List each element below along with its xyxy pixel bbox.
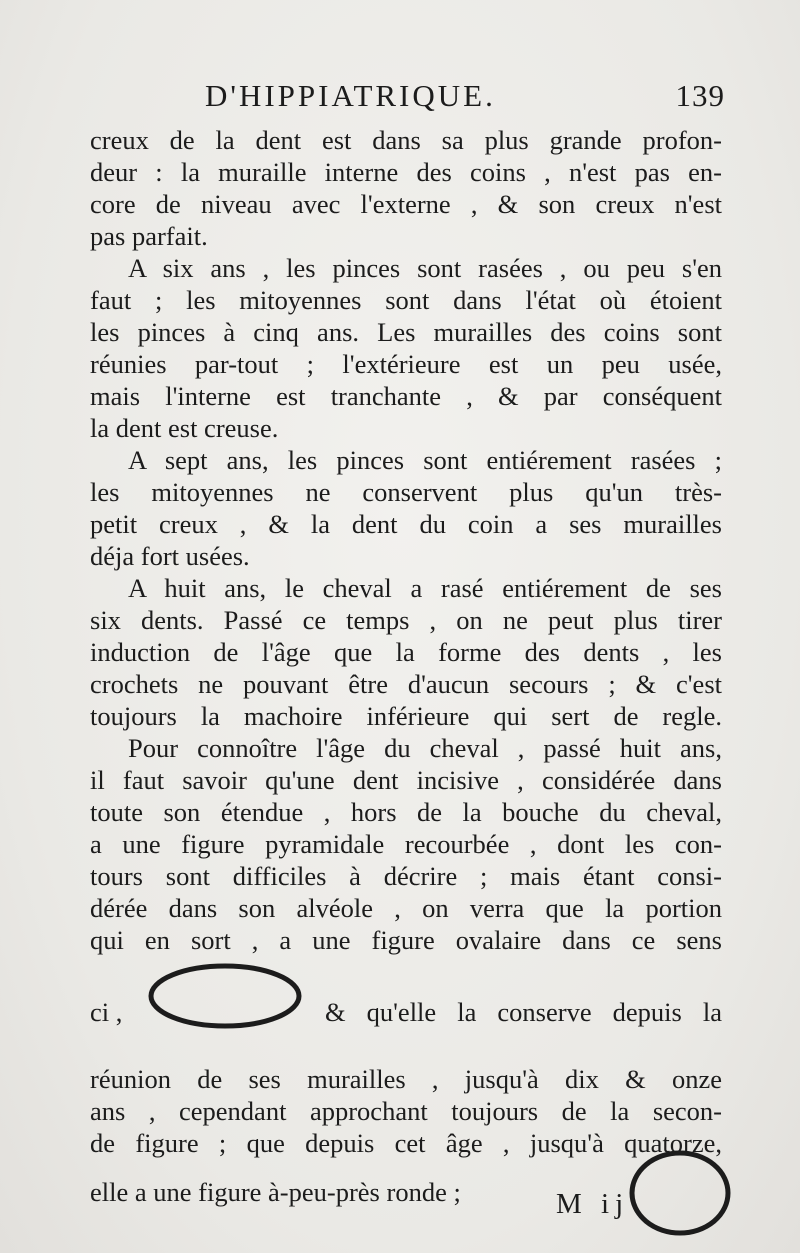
text-line: ans , cependant approchant toujours de la secon- bbox=[90, 1096, 722, 1126]
text-line: six dents. Passé ce temps , on ne peut plus tirer bbox=[90, 605, 722, 635]
text-line: mais l'interne est tranchante , & par conséquent bbox=[90, 381, 722, 411]
text-line: a une figure pyramidale recourbée , dont les con- bbox=[90, 829, 722, 859]
oval-figure bbox=[145, 960, 305, 1032]
text-line: qui en sort , a une figure ovalaire dans ce sens bbox=[90, 925, 722, 955]
text-line: faut ; les mitoyennes sont dans l'état où étoient bbox=[90, 285, 722, 315]
text-line: induction de l'âge que la forme des dents , les bbox=[90, 637, 722, 667]
text-line: de figure ; que depuis cet âge , jusqu'à quatorze, bbox=[90, 1128, 722, 1158]
text-line: il faut savoir qu'une dent incisive , considérée dans bbox=[90, 765, 722, 795]
text-line: core de niveau avec l'externe , & son creux n'est bbox=[90, 189, 722, 219]
text-line: dérée dans son alvéole , on verra que la portion bbox=[90, 893, 722, 923]
text-line: A huit ans, le cheval a rasé entiérement de ses bbox=[128, 573, 722, 603]
text-line: deur : la muraille interne des coins , n'est pas en- bbox=[90, 157, 722, 187]
text-fragment: elle a une figure à-peu-près ronde ; bbox=[90, 1177, 461, 1207]
signature-mark: M ij bbox=[556, 1188, 630, 1220]
page-number: 139 bbox=[675, 78, 725, 113]
round-figure bbox=[625, 1143, 735, 1243]
text-line: la dent est creuse. bbox=[90, 413, 279, 443]
text-line: tours sont difficiles à décrire ; mais étant consi- bbox=[90, 861, 722, 891]
running-title: D'HIPPIATRIQUE. bbox=[205, 78, 496, 113]
running-header bbox=[205, 78, 725, 122]
text-line: toute son étendue , hors de la bouche du cheval, bbox=[90, 797, 722, 827]
text-line: réunies par-tout ; l'extérieure est un peu usée, bbox=[90, 349, 722, 379]
text-line: les pinces à cinq ans. Les murailles des coins sont bbox=[90, 317, 722, 347]
text-line: A sept ans, les pinces sont entiérement rasées ; bbox=[128, 445, 722, 475]
text-line: les mitoyennes ne conservent plus qu'un très- bbox=[90, 477, 722, 507]
text-line: petit creux , & la dent du coin a ses murailles bbox=[90, 509, 722, 539]
text-line: toujours la machoire inférieure qui sert de regle. bbox=[90, 701, 722, 731]
text-fragment: ci , bbox=[90, 997, 123, 1027]
text-line: A six ans , les pinces sont rasées , ou peu s'en bbox=[128, 253, 722, 283]
text-line: crochets ne pouvant être d'aucun secours ; & c'est bbox=[90, 669, 722, 699]
text-line: creux de la dent est dans sa plus grande profon- bbox=[90, 125, 722, 155]
text-line: réunion de ses murailles , jusqu'à dix & onze bbox=[90, 1064, 722, 1094]
text-fragment: & qu'elle la conserve depuis la bbox=[325, 997, 722, 1027]
text-line: Pour connoître l'âge du cheval , passé huit ans, bbox=[128, 733, 722, 763]
text-line: déja fort usées. bbox=[90, 541, 250, 571]
text-line: pas parfait. bbox=[90, 221, 208, 251]
